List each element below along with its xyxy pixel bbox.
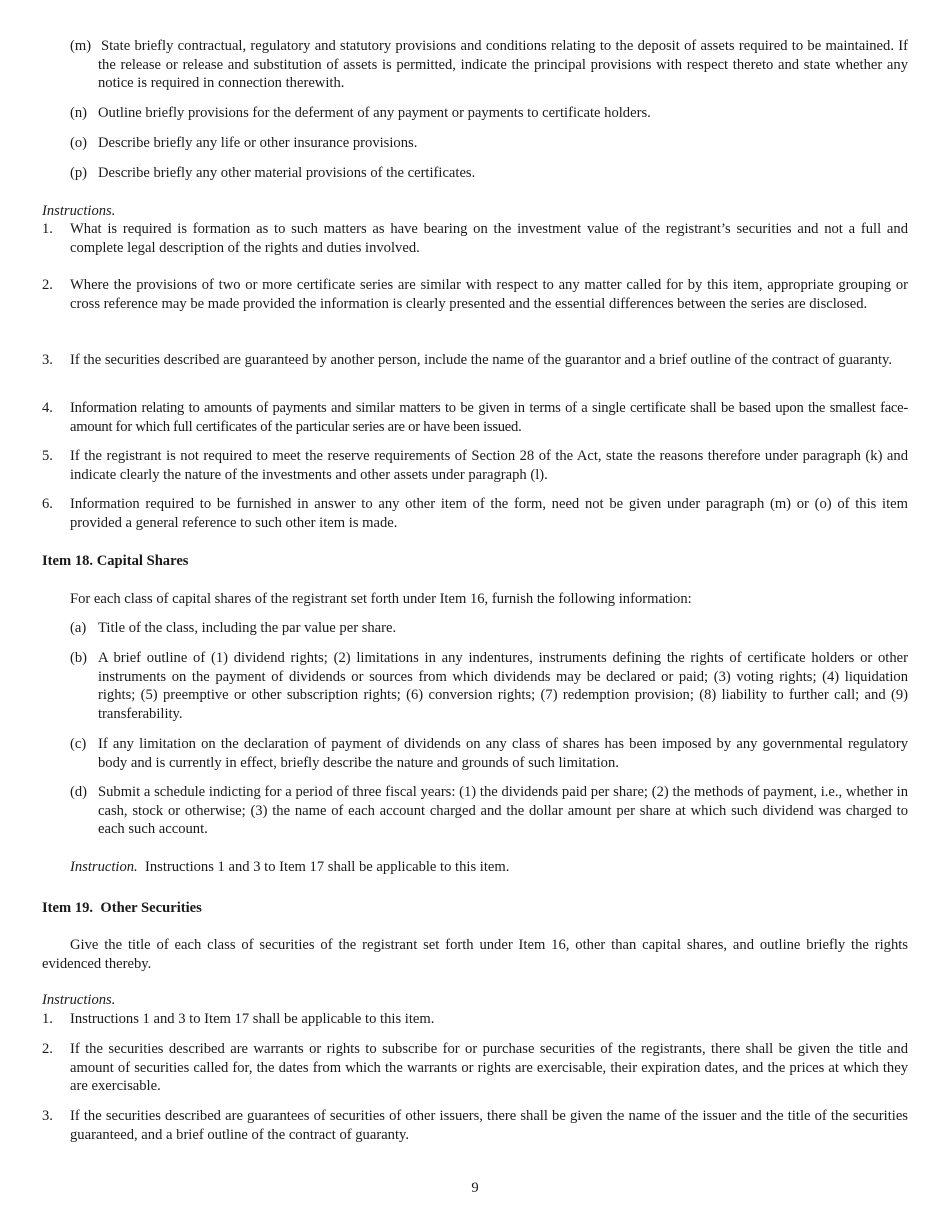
item-label: (o)	[70, 135, 88, 151]
item-label: 3.	[42, 1108, 53, 1124]
item-18-heading: Item 18. Capital Shares	[42, 553, 189, 569]
provision-p	[70, 164, 908, 183]
item-label: (d)	[70, 784, 88, 800]
item-text: Describe briefly any life or other insurance provisions.	[98, 135, 418, 151]
provision-m	[70, 37, 908, 93]
item-text: If the securities described are warrants or rights to subscribe for or purchase securities of the registrants, there shall be given the title and amount of securities called for, the dates from which the warrants or rights are exercisable, their expiration dates, and the prices at which they are exercisable.	[70, 1041, 908, 1095]
item-label: 1.	[42, 1011, 53, 1027]
item-18-instruction	[70, 858, 509, 877]
instruction-4	[42, 399, 908, 436]
item-label: 1.	[42, 221, 53, 237]
item-label: (a)	[70, 620, 87, 636]
item-19-heading: Item 19. Other Securities	[42, 900, 202, 916]
item-text: If the registrant is not required to meet the reserve requirements of Section 28 of the Act, state the reasons therefore under paragraph (k) and indicate clearly the nature of the investments and other assets under paragraph (l).	[70, 448, 908, 483]
instruction-5	[42, 447, 908, 484]
page-number: 9	[471, 1180, 479, 1196]
item-text: Instructions 1 and 3 to Item 17 shall be applicable to this item.	[70, 1011, 435, 1027]
capital-item-b	[70, 649, 908, 723]
instruction-text: Instructions 1 and 3 to Item 17 shall be applicable to this item.	[145, 859, 510, 875]
capital-item-c	[70, 735, 908, 772]
item-label: 2.	[42, 1041, 53, 1057]
item-19-instruction-2	[42, 1040, 908, 1096]
item-text: Where the provisions of two or more certificate series are similar with respect to any matter called for by this item, appropriate grouping or cross reference may be made provided the information is clearly presented and the essential differences between the series are disclosed.	[70, 277, 908, 312]
item-label: (n)	[70, 105, 88, 121]
instruction-6	[42, 495, 908, 532]
item-text: State briefly contractual, regulatory and statutory provisions and conditions relating to the deposit of assets required to be maintained. If the release or release and substitution of assets is permitted, indicate the principal provisions with respect thereto and state whether any notice is required in connection therewith.	[98, 38, 908, 92]
instructions-heading: Instructions.	[42, 203, 116, 219]
item-label: 4.	[42, 400, 53, 416]
item-text: Submit a schedule indicting for a period of three fiscal years: (1) the dividends paid per share; (2) the methods of payment, i.e., whether in cash, stock or otherwise; (3) the name of each account charged and the dollar amount per share at which such dividend was charged to each such account.	[98, 784, 908, 838]
item-label: (c)	[70, 736, 87, 752]
instruction-3	[42, 351, 908, 370]
item-text: If any limitation on the declaration of payment of dividends on any class of shares has been imposed by any governmental regulatory body and is currently in effect, briefly describe the nature and grounds of such limitation.	[98, 736, 908, 771]
item-text: Describe briefly any other material provisions of the certificates.	[98, 165, 476, 181]
item-label: (m)	[70, 38, 92, 54]
item-label: 6.	[42, 496, 53, 512]
provision-n	[70, 104, 908, 123]
item-label: (b)	[70, 650, 88, 666]
item-text: Title of the class, including the par value per share.	[98, 620, 397, 636]
item-text: What is required is formation as to such matters as have bearing on the investment value of the registrant’s securities and not a full and complete legal description of the rights and duties involved.	[70, 221, 908, 256]
capital-item-d	[70, 783, 908, 839]
instruction-label: Instruction.	[70, 859, 138, 875]
provision-o	[70, 134, 908, 153]
item-text: If the securities described are guaranteed by another person, include the name of the guarantor and a brief outline of the contract of guaranty.	[70, 352, 893, 368]
item-19-instructions-heading: Instructions.	[42, 992, 116, 1008]
instruction-1	[42, 220, 908, 257]
item-text: Information required to be furnished in answer to any other item of the form, need not be given under paragraph (m) or (o) of this item provided a general reference to such other item is made.	[70, 496, 908, 531]
item-label: 5.	[42, 448, 53, 464]
item-19-intro: Give the title of each class of securities of the registrant set forth under Item 16, other than capital shares, and outline briefly the rights evidenced thereby.	[42, 937, 908, 972]
item-label: (p)	[70, 165, 88, 181]
instruction-2	[42, 276, 908, 313]
item-text: If the securities described are guarantees of securities of other issuers, there shall be given the name of the issuer and the title of the securities guaranteed, and a brief outline of the contract of guaranty.	[70, 1108, 908, 1143]
item-text: Outline briefly provisions for the deferment of any payment or payments to certificate holders.	[98, 105, 651, 121]
item-18-intro: For each class of capital shares of the registrant set forth under Item 16, furnish the following information:	[70, 591, 692, 607]
item-text: Information relating to amounts of payments and similar matters to be given in terms of a single certificate shall be based upon the smallest face-amount for which full certificates of the particular series are or have been issued.	[70, 400, 908, 435]
item-label: 2.	[42, 277, 53, 293]
item-19-instruction-1	[42, 1010, 908, 1029]
capital-item-a	[70, 619, 908, 638]
item-text: A brief outline of (1) dividend rights; (2) limitations in any indentures, instruments defining the rights of certificate holders or other instruments on the payment of dividends or sources from which dividends may be declared or paid; (3) voting rights; (4) liquidation rights; (5) preemptive or other subscription rights; (6) conversion rights; (7) redemption provision; (8) liability to further call; and (9) transferability.	[98, 650, 908, 722]
item-label: 3.	[42, 352, 53, 368]
item-19-instruction-3	[42, 1107, 908, 1144]
